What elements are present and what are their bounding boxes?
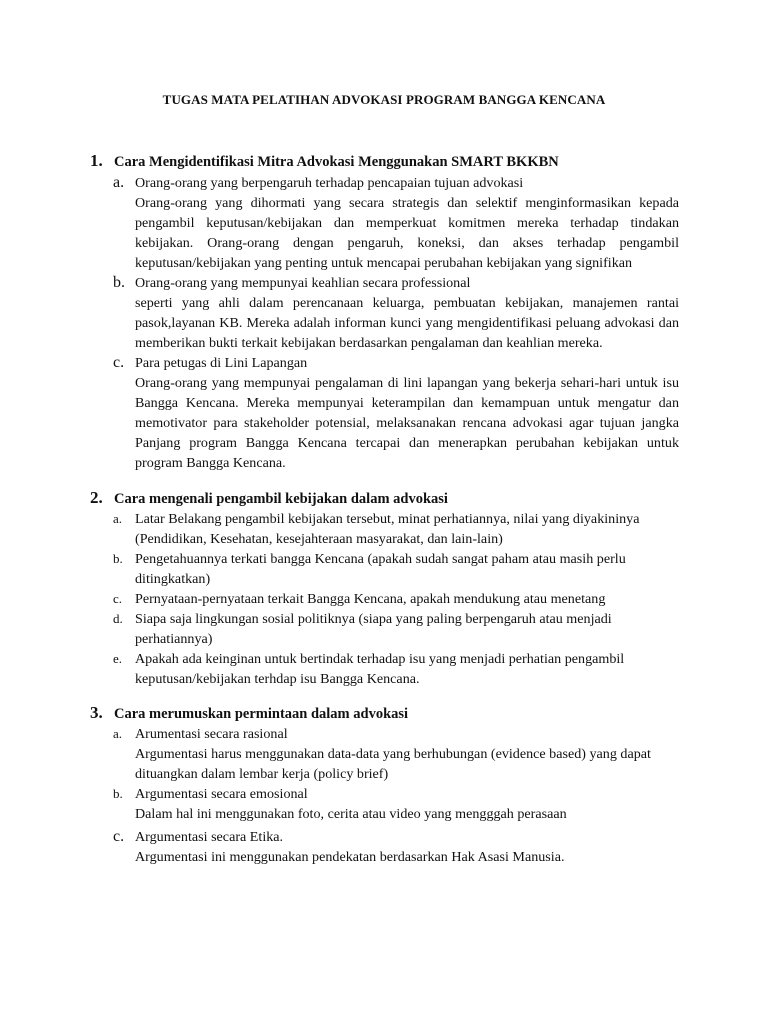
section-number: 3. — [90, 703, 103, 722]
item-text: Latar Belakang pengambil kebijakan tersebut, minat perhatiannya, nilai yang diyakininya (Pendidikan, Kesehatan, kesejahteraan masyarakat, dan lain-lain) — [135, 511, 640, 547]
item-text: Pengetahuannya terkati bangga Kencana (apakah sudah sangat paham atau masih perlu ditingkatkan) — [135, 551, 626, 587]
item-letter: b. — [113, 274, 125, 291]
list-item — [0, 353, 768, 473]
item-text: Pernyataan-pernyataan terkait Bangga Kencana, apakah mendukung atau menetang — [135, 591, 606, 607]
item-letter: a. — [113, 726, 123, 741]
section-3 — [0, 702, 768, 867]
list-item — [0, 589, 768, 609]
section-heading — [0, 487, 768, 509]
document-title: TUGAS MATA PELATIHAN ADVOKASI PROGRAM BANGGA KENCANA — [162, 92, 606, 107]
list-item — [0, 609, 768, 649]
item-description: Argumentasi harus menggunakan data-data yang berhubungan (evidence based) yang dapat dituangkan dalam lembar kerja (policy brief) — [135, 746, 651, 782]
section-2 — [0, 487, 768, 689]
item-letter: e. — [113, 651, 123, 666]
list-item — [0, 273, 768, 353]
item-body — [135, 784, 679, 824]
list-item — [0, 649, 768, 689]
item-letter: b. — [113, 551, 123, 566]
item-body — [135, 589, 679, 609]
item-body — [135, 649, 679, 689]
list-item — [0, 827, 768, 867]
item-body — [135, 609, 679, 649]
item-body — [135, 827, 679, 867]
item-letter: c. — [113, 354, 125, 371]
item-text: Apakah ada keinginan untuk bertindak terhadap isu yang menjadi perhatian pengambil keputusan/kebijakan terhdap isu Bangga Kencana. — [135, 651, 625, 687]
item-body — [135, 509, 679, 549]
item-heading: Orang-orang yang berpengaruh terhadap pencapaian tujuan advokasi — [135, 175, 524, 191]
section-title: Cara merumuskan permintaan dalam advokasi — [114, 706, 409, 722]
item-letter: a. — [113, 511, 123, 526]
item-description: Argumentasi ini menggunakan pendekatan berdasarkan Hak Asasi Manusia. — [135, 849, 565, 865]
item-heading: Orang-orang yang mempunyai keahlian secara professional — [135, 275, 471, 291]
list-item — [0, 724, 768, 784]
item-heading: Argumentasi secara Etika. — [135, 829, 284, 845]
item-body — [135, 173, 679, 273]
item-letter: b. — [113, 786, 123, 801]
item-body — [135, 724, 679, 784]
item-letter: a. — [113, 174, 125, 191]
item-letter: c. — [113, 591, 123, 606]
item-heading: Para petugas di Lini Lapangan — [135, 355, 308, 371]
item-body — [135, 353, 679, 473]
section-number: 1. — [90, 151, 103, 170]
list-item — [0, 784, 768, 824]
item-description: Orang-orang yang mempunyai pengalaman di lini lapangan yang bekerja sehari-hari untuk isu Bangga Kencana. Mereka mempunyai keterampilan dan kemampuan untuk mengatur dan memotivator para stakeholder potensial, melaksanakan rencana advokasi agar tujuan jangka Panjang program Bangga Kencana tercapai dan menerapkan perubahan kebijakan untuk program Bangga Kencana. — [135, 375, 679, 471]
list-item — [0, 173, 768, 273]
item-letter: d. — [113, 611, 123, 626]
section-number: 2. — [90, 488, 103, 507]
list-item — [0, 509, 768, 549]
item-description: Dalam hal ini menggunakan foto, cerita atau video yang mengggah perasaan — [135, 806, 567, 822]
item-letter: c. — [113, 828, 125, 845]
item-description: Orang-orang yang dihormati yang secara strategis dan selektif menginformasikan kepada pengambil keputusan/kebijakan dan memperkuat komitmen mereka terhadap tindakan kebijakan. Orang-orang dengan pengaruh, koneksi, dan akses terhadap pengambil keputusan/kebijakan yang penting untuk mencapai perubahan kebijakan yang signifikan — [135, 195, 679, 271]
item-body — [135, 273, 679, 353]
list-item — [0, 549, 768, 589]
section-1 — [0, 150, 768, 473]
item-heading: Arumentasi secara rasional — [135, 726, 288, 742]
section-title: Cara Mengidentifikasi Mitra Advokasi Menggunakan SMART BKKBN — [114, 154, 559, 170]
section-heading — [0, 150, 768, 172]
section-heading — [0, 702, 768, 724]
item-description: seperti yang ahli dalam perencanaan keluarga, pembuatan kebijakan, manajemen rantai pasok,layanan KB. Mereka adalah informan kunci yang mengidentifikasi peluang advokasi dan memberikan bukti terkait kebijakan berdasarkan pengalaman dan keahlian mereka. — [135, 295, 679, 351]
item-body — [135, 549, 679, 589]
item-text: Siapa saja lingkungan sosial politiknya (siapa yang paling berpengaruh atau menjadi perhatiannya) — [135, 611, 612, 647]
item-heading: Argumentasi secara emosional — [135, 786, 308, 802]
section-title: Cara mengenali pengambil kebijakan dalam advokasi — [114, 491, 448, 507]
